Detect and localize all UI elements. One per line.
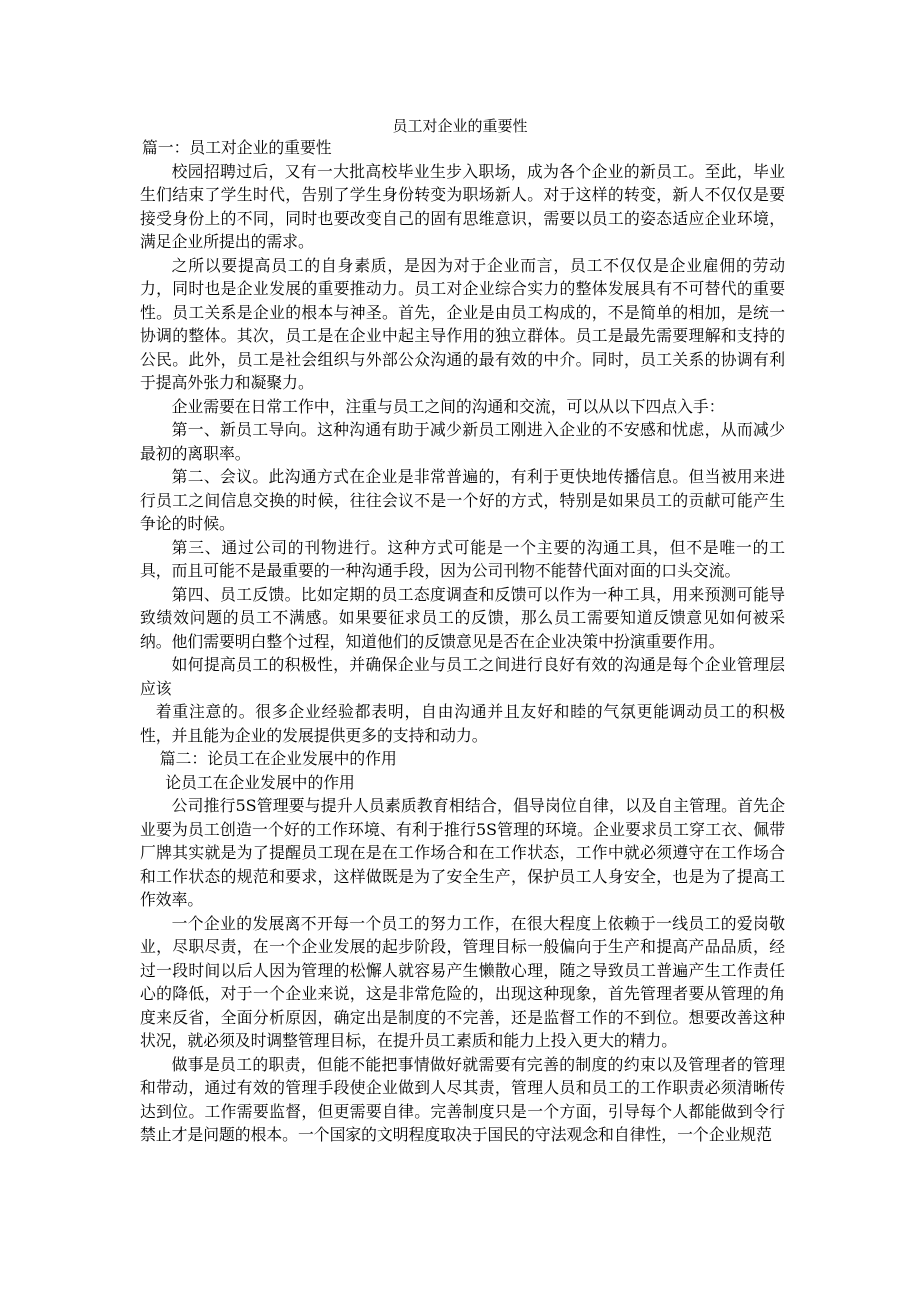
paragraph: 之所以要提高员工的自身素质，是因为对于企业而言，员工不仅仅是企业雇佣的劳动力，同时也是企业发展的重要推动力。员工对企业综合实力的整体发展具有不可替代的重要性。员工关系是企业的根本与神圣。首先，企业是由员工构成的，不是简单的相加，是统一协调的整体。其次，员工是在企业中起主导作用的独立群体。员工是最先需要理解和支持的公民。此外，员工是社会组织与外部公众沟通的最有效的中介。同时，员工关系的协调有利于提高外张力和凝聚力。 bbox=[140, 255, 785, 392]
document-body bbox=[140, 136, 785, 1147]
section-heading-2: 篇二：论员工在企业发展中的作用 bbox=[144, 749, 397, 768]
paragraph: 如何提高员工的积极性，并确保企业与员工之间进行良好有效的沟通是每个企业管理层应该 bbox=[140, 655, 785, 698]
paragraph: 公司推行5S管理要与提升人员素质教育相结合，倡导岗位自律，以及自主管理。首先企业要为员工创造一个好的工作环境、有利于推行5S管理的环境。企业要求员工穿工衣、佩带厂牌其实就是为了提醒员工现在是在工作场合和在工作状态，工作中就必须遵守在工作场合和工作状态的规范和要求，这样做既是为了安全生产，保护员工人身安全，也是为了提高工作效率。 bbox=[140, 796, 785, 909]
paragraph: 校园招聘过后，又有一大批高校毕业生步入职场，成为各个企业的新员工。至此，毕业生们结束了学生时代，告别了学生身份转变为职场新人。对于这样的转变，新人不仅仅是要接受身份上的不同，同时也要改变自己的固有思维意识，需要以员工的姿态适应企业环境，满足企业所提出的需求。 bbox=[140, 161, 785, 251]
paragraph: 第一、新员工导向。这种沟通有助于减少新员工刚进入企业的不安感和忧虑，从而减少最初的离职率。 bbox=[140, 420, 785, 463]
paragraph: 着重注意的。很多企业经验都表明，自由沟通并且友好和睦的气氛更能调动员工的积极性，并且能为企业的发展提供更多的支持和动力。 bbox=[140, 702, 785, 745]
paragraph: 第四、员工反馈。比如定期的员工态度调查和反馈可以作为一种工具，用来预测可能导致绩效问题的员工不满感。如果要征求员工的反馈，那么员工需要知道反馈意见如何被采纳。他们需要明白整个过程，知道他们的反馈意见是否在企业决策中扮演重要作用。 bbox=[140, 584, 785, 651]
paragraph: 企业需要在日常工作中，注重与员工之间的沟通和交流，可以从以下四点入手： bbox=[171, 396, 725, 416]
document-title: 员工对企业的重要性 bbox=[392, 117, 528, 135]
article-heading: 论员工在企业发展中的作用 bbox=[165, 772, 355, 792]
paragraph: 做事是员工的职责，但能不能把事情做好就需要有完善的制度的约束以及管理者的管理和带动，通过有效的管理手段使企业做到人尽其责，管理人员和员工的工作职责必须清晰传达到位。工作需要监督，但更需要自律。完善制度只是一个方面，引导每个人都能做到令行禁止才是问题的根本。一个国家的文明程度取决于国民的守法观念和自律性，一个企业规范 bbox=[140, 1054, 785, 1144]
paragraph: 第二、会议。此沟通方式在企业是非常普遍的，有利于更快地传播信息。但当被用来进行员工之间信息交换的时候，往往会议不是一个好的方式，特别是如果员工的贡献可能产生争论的时候。 bbox=[140, 467, 785, 533]
section-heading-1: 篇一：员工对企业的重要性 bbox=[142, 138, 332, 157]
paragraph: 第三、通过公司的刊物进行。这种方式可能是一个主要的沟通工具，但不是唯一的工具，而且可能不是最重要的一种沟通手段，因为公司刊物不能替代面对面的口头交流。 bbox=[140, 537, 785, 580]
paragraph: 一个企业的发展离不开每一个员工的努力工作，在很大程度上依赖于一线员工的爱岗敬业，尽职尽责，在一个企业发展的起步阶段，管理目标一般偏向于生产和提高产品品质，经过一段时间以后人因为管理的松懈人就容易产生懒散心理，随之导致员工普遍产生工作责任心的降低，对于一个企业来说，这是非常危险的，出现这种现象，首先管理者要从管理的角度来反省，全面分析原因，确定出是制度的不完善，还是监督工作的不到位。想要改善这种状况，就必须及时调整管理目标，在提升员工素质和能力上投入更大的精力。 bbox=[140, 913, 785, 1050]
